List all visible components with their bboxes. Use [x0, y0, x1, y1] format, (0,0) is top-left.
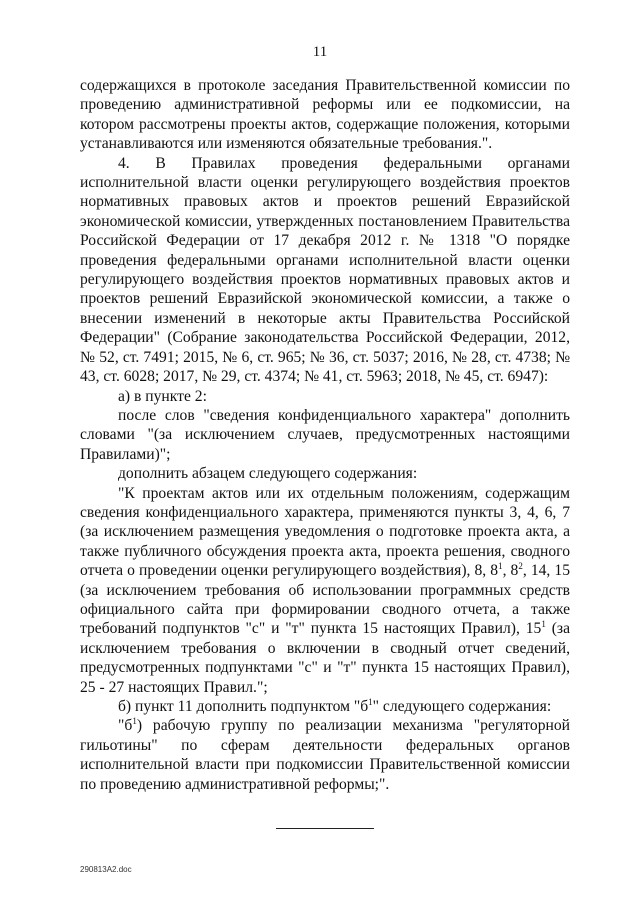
document-body [80, 76, 570, 794]
paragraph-continuation: содержащихся в протоколе заседания Правительственной комиссии по проведению административной реформы или ее подкомиссии, на котором рассмотрены проекты актов, содержащие положения, которыми устанавливаются или изменяются обязательные требования.". [80, 77, 570, 153]
page-number: 11 [312, 44, 328, 60]
paragraph-subitem-a: а) в пункте 2: [118, 387, 207, 405]
document-file-code: 290813A2.doc [80, 865, 132, 874]
paragraph-add-clause: дополнить абзацем следующего содержания: [118, 465, 418, 483]
paragraph-subitem-b: б) пункт 11 дополнить подпунктом "$б^1$" следующего содержания: [118, 697, 552, 715]
paragraph-item-4: 4. В Правилах проведения федеральными органами исполнительной власти оценки регулирующего воздействия проектов нормативных правовых актов и проектов решений Евразийской экономической комиссии, утвержденных постановлением Правительства Российской Федерации от 17 декабря 2012 г. № 1318 "О порядке проведения федеральными органами исполнительной власти оценки регулирующего воздействия проектов нормативных правовых актов и проектов решений Евразийской экономической комиссии, а также о внесении изменений в некоторые акты Правительства Российской Федерации" (Собрание законодательства Российской Федерации, 2012, № 52, ст. 7491; 2015, № 6, ст. 965; № 36, ст. 5037; 2016, № 28, ст. 4738; № 43, ст. 6028; 2017, № 29, ст. 4374; № 41, ст. 5963; 2018, № 45, ст. 6947): [80, 154, 570, 386]
paragraph-subitem-b1: "$б^1$) рабочую группу по реализации механизма "регуляторной гильотины" по сферам деятельности федеральных органов исполнительной власти при подкомиссии Правительственной комиссии по проведению административной реформы;". [80, 716, 570, 793]
end-separator-line [276, 828, 374, 829]
paragraph-quoted-clause: "К проектам актов или их отдельным положениям, содержащим сведения конфиденциального характера, применяются пункты 3, 4, 6, 7 (за исключением размещения уведомления о подготовке проекта акта, а также публичного обсуждения проекта акта, проекта решения, сводного отчета о проведении оценки регулирующего воздействия), 8, $8^1$, $8^2$, 14, 15 (за исключением требования об использовании программных средств официального сайта при формировании сводного отчета, а также требований подпунктов "с" и "т" пункта 15 настоящих Правил), $15^1$ (за исключением требования о включении в сводный отчет сведений, предусмотренных подпунктами "с" и "т" пункта 15 настоящих Правил), 25 - 27 настоящих Правил."; [80, 484, 570, 696]
paragraph-after-words: после слов "сведения конфиденциального характера" дополнить словами "(за исключением случаев, предусмотренных настоящими Правилами)"; [80, 406, 570, 463]
